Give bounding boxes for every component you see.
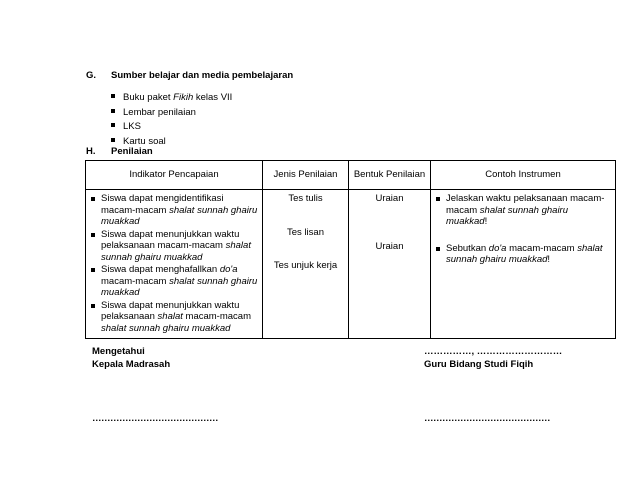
list-item: Sebutkan do'a macam-macam shalat sunnah ghairu muakkad! <box>435 243 611 266</box>
square-bullet-icon <box>111 123 115 127</box>
square-bullet-icon <box>111 94 115 98</box>
kepala-madrasah-label: Kepala Madrasah <box>92 359 171 370</box>
header-indikator: Indikator Pencapaian <box>86 161 263 190</box>
square-bullet-icon <box>91 268 95 272</box>
table-row <box>86 190 616 339</box>
list-item: Lembar penilaian <box>111 106 232 121</box>
square-bullet-icon <box>111 109 115 113</box>
section-g-title: Sumber belajar dan media pembelajaran <box>111 70 294 81</box>
square-bullet-icon <box>91 233 95 237</box>
jenis-tes-tulis: Tes tulis <box>288 193 323 204</box>
list-item: Siswa dapat mengidentifikasi macam-macam shalat sunnah ghairu muakkad <box>90 193 258 228</box>
right-signature-line: …………………………………… <box>424 413 550 424</box>
indikator-cell <box>86 190 263 339</box>
resource-list <box>111 91 232 149</box>
place-date-line: ……………, ……………………… <box>424 346 563 357</box>
bentuk-uraian-2: Uraian <box>375 240 404 252</box>
section-h-title: Penilaian <box>111 146 153 157</box>
square-bullet-icon <box>436 197 440 201</box>
mengetahui-label: Mengetahui <box>92 346 145 357</box>
table-header-row <box>86 161 616 190</box>
jenis-tes-lisan: Tes lisan <box>287 226 324 238</box>
header-bentuk: Bentuk Penilaian <box>349 161 431 190</box>
assessment-table <box>85 160 616 339</box>
bentuk-uraian-1: Uraian <box>375 193 404 204</box>
square-bullet-icon <box>91 197 95 201</box>
square-bullet-icon <box>111 138 115 142</box>
section-g-letter: G. <box>86 70 97 81</box>
list-item: Jelaskan waktu pelaksanaan macam-macam shalat sunnah ghairu muakkad! <box>435 193 611 228</box>
jenis-tes-unjuk-kerja: Tes unjuk kerja <box>273 260 338 271</box>
bentuk-cell <box>349 190 431 339</box>
square-bullet-icon <box>91 304 95 308</box>
header-jenis: Jenis Penilaian <box>263 161 349 190</box>
list-item: Siswa dapat menunjukkan waktu pelaksanaan macam-macam shalat sunnah ghairu muakkad <box>90 229 258 264</box>
list-item: LKS <box>111 120 232 135</box>
jenis-cell <box>263 190 349 339</box>
signature-right <box>424 345 562 371</box>
signature-left <box>92 345 170 371</box>
square-bullet-icon <box>436 247 440 251</box>
section-h-heading <box>0 146 638 160</box>
contoh-cell <box>431 190 616 339</box>
section-g-heading <box>0 70 638 84</box>
list-item: Siswa dapat menghafallkan do'a macam-macam shalat sunnah ghairu muakkad <box>90 264 258 299</box>
guru-bidang-studi-label: Guru Bidang Studi Fiqih <box>424 359 534 370</box>
list-item: Siswa dapat menunjukkan waktu pelaksanaan shalat macam-macam shalat sunnah ghairu muakkad <box>90 300 258 335</box>
header-contoh: Contoh Instrumen <box>431 161 616 190</box>
list-item: Buku paket Fikih kelas VII <box>111 91 232 106</box>
left-signature-line: …………………………………… <box>92 413 218 424</box>
section-h-letter: H. <box>86 146 96 157</box>
list-item: Kartu soal <box>111 135 232 150</box>
